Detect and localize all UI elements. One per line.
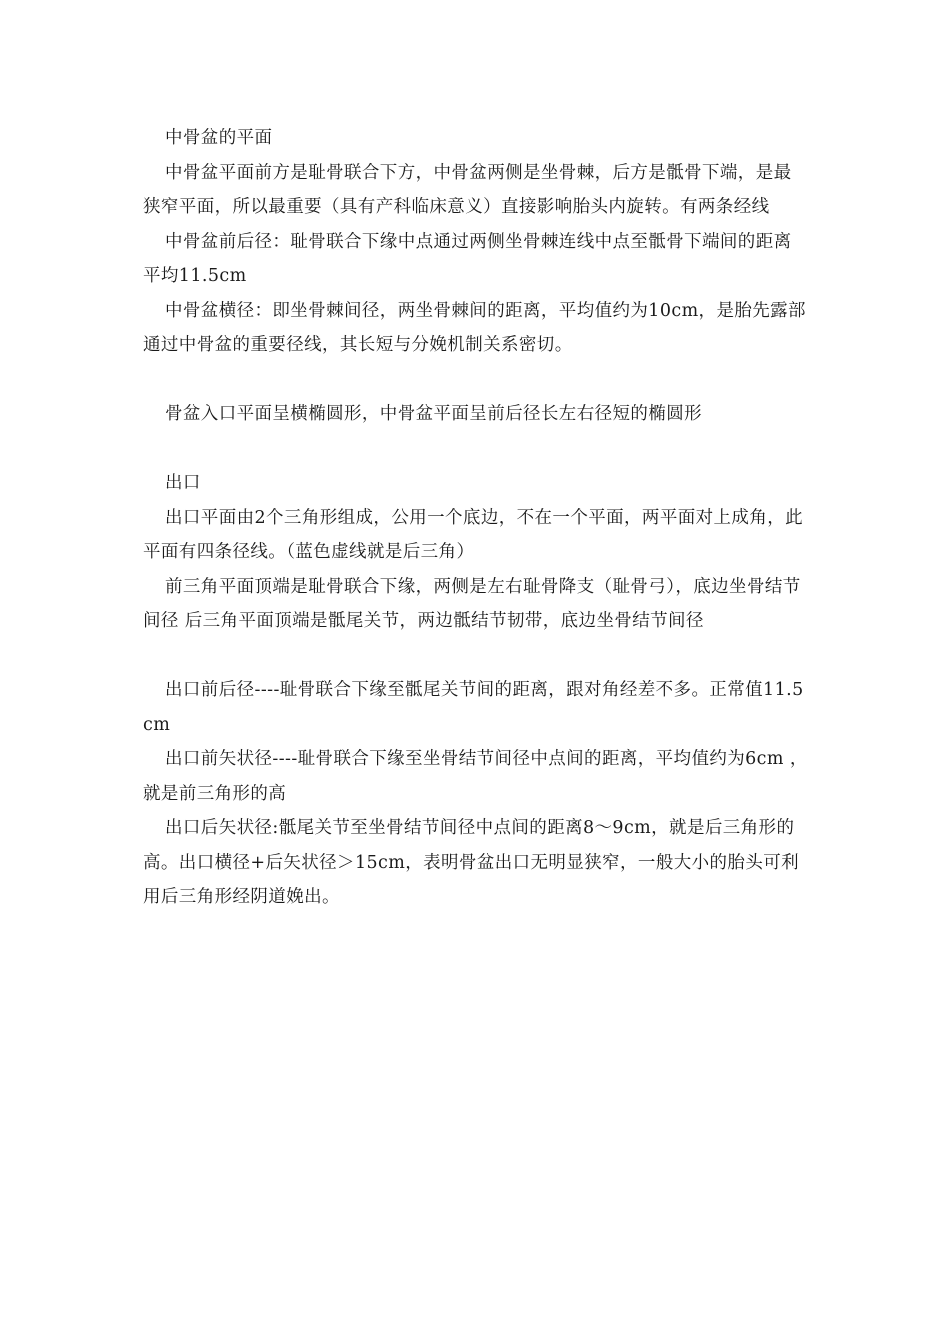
paragraph-mid-pelvis-description: 中骨盆平面前方是耻骨联合下方，中骨盆两侧是坐骨棘，后方是骶骨下端，是最狭窄平面，所以最重要（具有产科临床意义）直接影响胎头内旋转。有两条经线 <box>143 162 792 217</box>
section-heading-mid-pelvis: 中骨盆的平面 <box>165 128 273 148</box>
paragraph-spacer <box>143 639 809 674</box>
paragraph-outlet-triangles: 前三角平面顶端是耻骨联合下缘，两侧是左右耻骨降支（耻骨弓），底边坐骨结节间径 后三角平面顶端是骶尾关节，两边骶结节韧带，底边坐骨结节间径 <box>143 576 801 631</box>
document-body <box>143 121 809 915</box>
paragraph-outlet-plane: 出口平面由2个三角形组成，公用一个底边，不在一个平面，两平面对上成角，此平面有四条径线。（蓝色虚线就是后三角） <box>143 507 804 562</box>
paragraph-mid-pelvis-transverse-diameter: 中骨盆横径：即坐骨棘间径，两坐骨棘间的距离，平均值约为10cm，是胎先露部通过中骨盆的重要径线，其长短与分娩机制关系密切。 <box>143 300 806 355</box>
paragraph-spacer <box>143 432 809 467</box>
paragraph-mid-pelvis-ap-diameter: 中骨盆前后径：耻骨联合下缘中点通过两侧坐骨棘连线中点至骶骨下端间的距离平均11.5cm <box>143 231 792 286</box>
paragraph-outlet-ap-diameter: 出口前后径----耻骨联合下缘至骶尾关节间的距离，跟对角经差不多。正常值11.5cm <box>143 680 804 735</box>
paragraph-outlet-posterior-sagittal: 出口后矢状径:骶尾关节至坐骨结节间径中点间的距离8～9cm，就是后三角形的高。出口横径+后矢状径＞15cm，表明骨盆出口无明显狭窄，一般大小的胎头可利用后三角形经阴道娩出。 <box>143 818 800 907</box>
paragraph-spacer <box>143 363 809 398</box>
section-heading-outlet: 出口 <box>165 473 201 493</box>
paragraph-inlet-vs-mid-shape: 骨盆入口平面呈横椭圆形，中骨盆平面呈前后径长左右径短的椭圆形 <box>165 404 702 424</box>
paragraph-outlet-anterior-sagittal: 出口前矢状径----耻骨联合下缘至坐骨结节间径中点间的距离，平均值约为6cm ，就是前三角形的高 <box>143 749 808 804</box>
